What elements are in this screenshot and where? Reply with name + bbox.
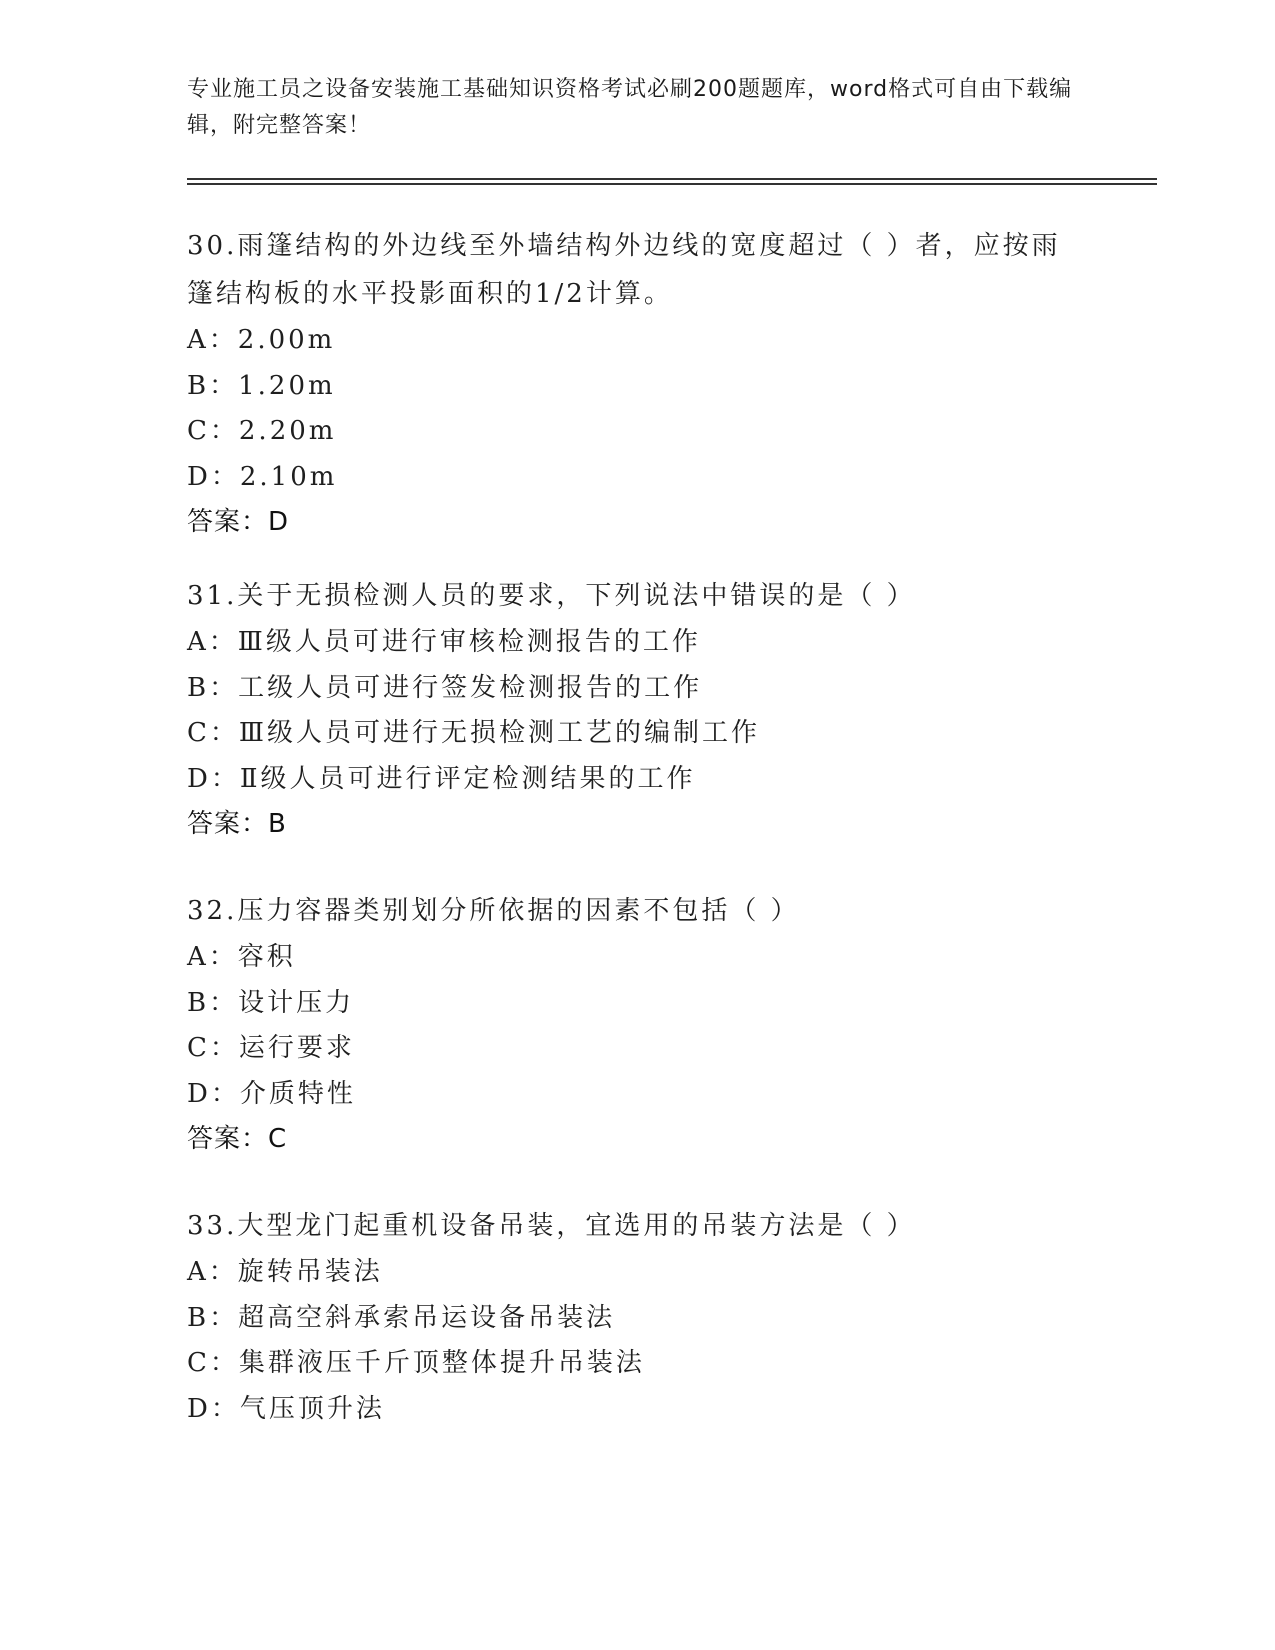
- question-33: [187, 1202, 1087, 1432]
- option-a: A：Ⅲ级人员可进行审核检测报告的工作: [187, 627, 701, 657]
- option-d: D：介质特性: [187, 1078, 356, 1109]
- option-c: C：运行要求: [187, 1033, 355, 1063]
- header-divider-bottom: [187, 183, 1157, 185]
- option-a: A：旋转吊装法: [187, 1257, 383, 1287]
- question-text: 31.关于无损检测人员的要求，下列说法中错误的是（ ）: [187, 581, 916, 611]
- option-d: D：2.10m: [187, 461, 338, 492]
- option-c: C：集群液压千斤顶整体提升吊装法: [187, 1348, 645, 1378]
- question-text: 32.压力容器类别划分所依据的因素不包括（ ）: [187, 896, 800, 926]
- option-b: B：超高空斜承索吊运设备吊装法: [187, 1302, 616, 1333]
- option-b: B：设计压力: [187, 987, 355, 1018]
- option-c: C：2.20m: [187, 416, 337, 446]
- question-30: [187, 222, 1087, 546]
- answer: 答案：D: [187, 507, 290, 537]
- option-b: B：1.20m: [187, 370, 336, 401]
- option-d: D：气压顶升法: [187, 1393, 385, 1424]
- question-32: [187, 887, 1087, 1163]
- answer: 答案：B: [187, 809, 287, 839]
- header-divider-top: [187, 178, 1157, 180]
- question-text: 33.大型龙门起重机设备吊装，宜选用的吊装方法是（ ）: [187, 1211, 916, 1241]
- answer: 答案：C: [187, 1124, 288, 1154]
- question-31: [187, 572, 1087, 848]
- document-header: 专业施工员之设备安装施工基础知识资格考试必刷200题题库，word格式可自由下载编辑，附完整答案！: [187, 77, 1073, 138]
- question-text: 30.雨篷结构的外边线至外墙结构外边线的宽度超过（ ）者，应按雨篷结构板的水平投影面积的1/2计算。: [187, 231, 1061, 309]
- option-d: D：Ⅱ级人员可进行评定检测结果的工作: [187, 763, 696, 794]
- option-a: A：2.00m: [187, 325, 336, 355]
- option-c: C：Ⅲ级人员可进行无损检测工艺的编制工作: [187, 718, 760, 748]
- option-b: B：工级人员可进行签发检测报告的工作: [187, 672, 703, 703]
- option-a: A：容积: [187, 942, 296, 972]
